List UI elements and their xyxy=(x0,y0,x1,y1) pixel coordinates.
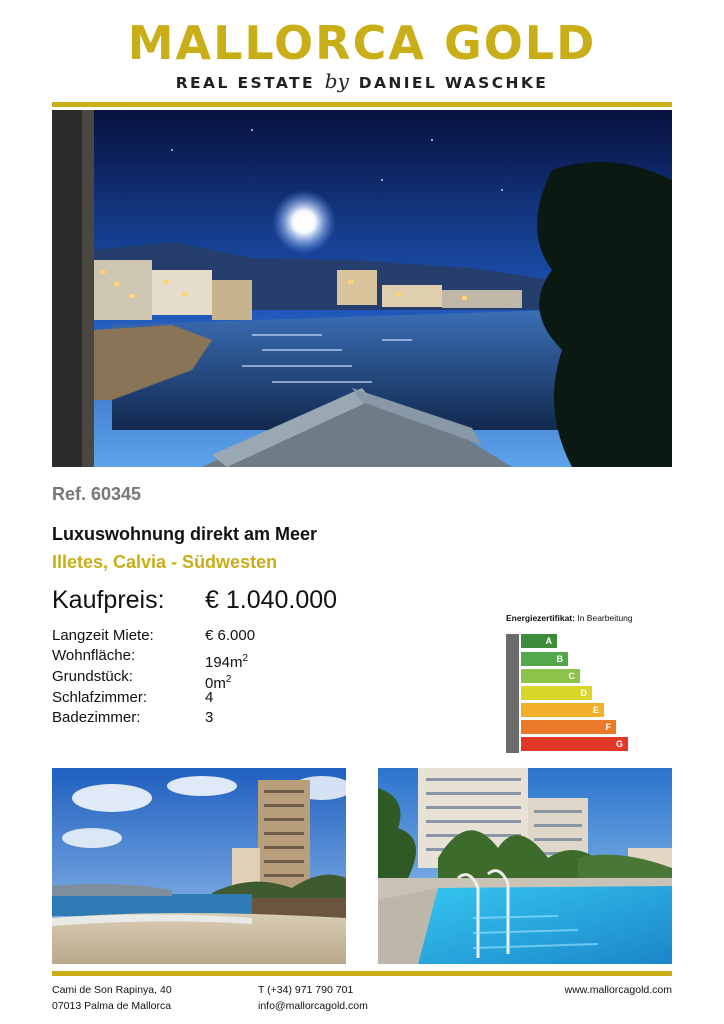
footer-phone: T (+34) 971 790 701 xyxy=(258,984,354,996)
brand-logo: MALLORCA GOLD xyxy=(127,16,597,70)
footer-divider xyxy=(52,971,672,976)
footer-address xyxy=(52,982,172,1014)
footer-contact xyxy=(258,982,368,1014)
price-label: Kaufpreis: xyxy=(52,586,165,614)
spec-label: Langzeit Miete: xyxy=(52,627,154,644)
spec-label: Badezimmer: xyxy=(52,709,141,726)
listing-location: Illetes, Calvia - Südwesten xyxy=(52,552,278,572)
reference-number: Ref. 60345 xyxy=(52,484,142,504)
energy-band-e: E xyxy=(521,703,604,717)
listing-title: Luxuswohnung direkt am Meer xyxy=(52,524,318,544)
spec-value: € 6.000 xyxy=(205,627,256,644)
spec-value: 194m xyxy=(205,654,243,671)
tagline-real-estate: REAL ESTATE xyxy=(175,74,315,92)
hero-photo-night-sea xyxy=(52,110,672,467)
photo-pool xyxy=(378,768,672,964)
brand-tagline xyxy=(0,70,724,94)
spec-value: 4 xyxy=(205,689,214,706)
energy-band-f: F xyxy=(521,720,616,734)
energy-caption-label: Energiezertifikat: xyxy=(506,613,575,623)
spec-value: 3 xyxy=(205,709,214,726)
footer-address-line1: Cami de Son Rapinya, 40 xyxy=(52,984,172,996)
footer-email-link[interactable]: info@mallorcagold.com xyxy=(258,1000,368,1012)
tagline-by: by xyxy=(324,69,349,93)
energy-certificate-caption xyxy=(506,613,633,623)
energy-scale-side-bar xyxy=(506,634,519,753)
energy-band-g: G xyxy=(521,737,628,751)
energy-caption-value: In Bearbeitung xyxy=(577,613,633,623)
price-value: € 1.040.000 xyxy=(205,586,338,614)
photo-beach-tower xyxy=(52,768,346,964)
spec-label: Wohnfläche: xyxy=(52,647,136,664)
spec-label: Grundstück: xyxy=(52,668,133,685)
spec-value-with-unit xyxy=(205,650,248,672)
energy-band-b: B xyxy=(521,652,568,666)
footer-website-link[interactable]: www.mallorcagold.com xyxy=(564,984,672,996)
footer-address-line2: 07013 Palma de Mallorca xyxy=(52,1000,172,1012)
spec-unit-exponent: 2 xyxy=(242,653,249,664)
tagline-daniel-waschke: DANIEL WASCHKE xyxy=(358,74,549,92)
energy-band-d: D xyxy=(521,686,592,700)
header-divider xyxy=(52,102,672,107)
spec-unit-exponent: 2 xyxy=(225,674,232,685)
energy-band-a: A xyxy=(521,634,557,648)
spec-value: 0m xyxy=(205,675,226,692)
energy-scale xyxy=(521,634,631,754)
spec-label: Schlafzimmer: xyxy=(52,689,148,706)
energy-band-c: C xyxy=(521,669,580,683)
